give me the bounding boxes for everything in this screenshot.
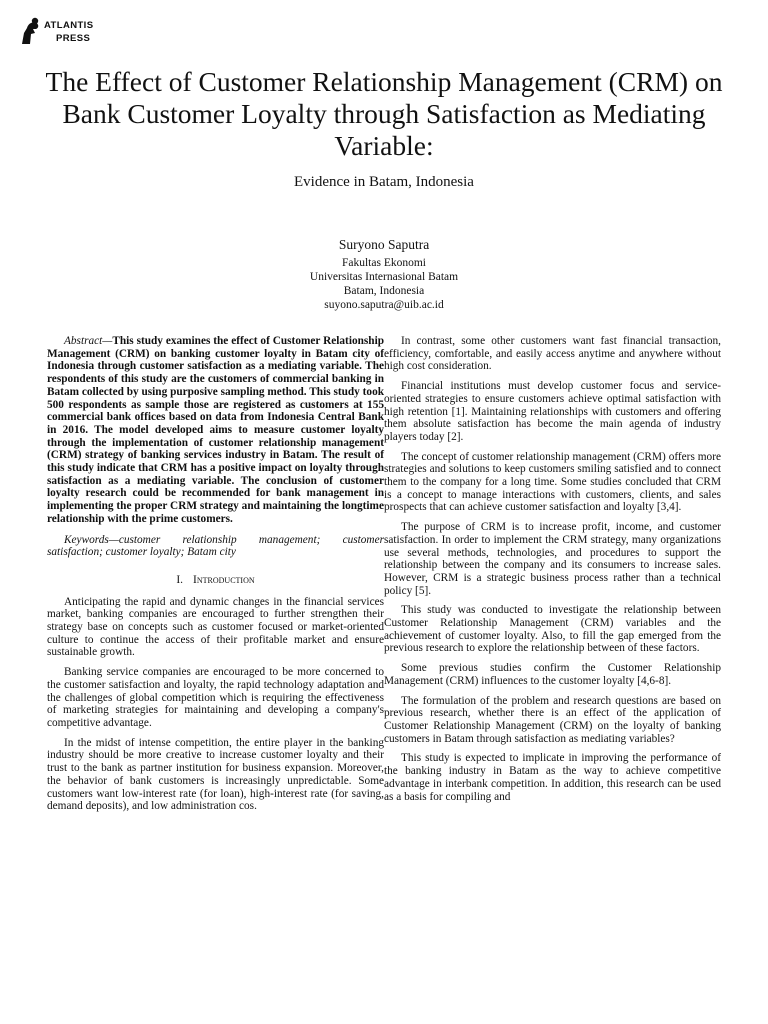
body-paragraph: Financial institutions must develop customer focus and service-oriented strategies to ensure customers achieve optimal satisfaction with high retention [1]. Maintaining relationships with customers and offering them absolute satisfaction has become the main agenda of industry players today [2].	[384, 380, 721, 443]
author-university: Universitas Internasional Batam	[309, 271, 459, 283]
author-name: Suryono Saputra	[338, 237, 430, 252]
keywords	[47, 534, 384, 559]
paper-subtitle: Evidence in Batam, Indonesia	[294, 174, 474, 190]
body-paragraph: The concept of customer relationship management (CRM) offers more strategies and solutions to keep customers smiling satisfied and to connect them to the company for a long time. Some studies concluded that CRM is a concept to manage interactions with customers, clients, and sales prospects that can achieve customer satisfaction and loyalty [3,4].	[384, 450, 721, 514]
body-paragraph: The purpose of CRM is to increase profit, income, and customer satisfaction. In order to implement the CRM strategy, many organizations use several methods, technologies, and procedures to support the relationship between the company and its consumers to increase sales. However, CRM is a strategic business process rather than a technical policy [5].	[384, 521, 721, 597]
keywords-text: customer relationship management; customer satisfaction; customer loyalty; Batam city	[47, 533, 384, 559]
section-title: Introduction	[193, 573, 255, 586]
left-column	[47, 335, 384, 820]
publisher-logo	[18, 16, 138, 50]
body-paragraph: Banking service companies are encouraged to be more concerned to the customer satisfaction and loyalty, the rapid technology adaptation and the challenges of global competition which is requiring the effectiveness of marketing strategies for maintaining and developing a company's competitive advantage.	[47, 666, 384, 729]
author-faculty: Fakultas Ekonomi	[341, 257, 426, 269]
body-paragraph: This study was conducted to investigate the relationship between Customer Relationship Management (CRM) variables and the achievement of customer loyalty. Also, to fill the gap emerged from the previous research to explore the relationship between of these factors.	[384, 604, 721, 655]
abstract	[47, 335, 384, 526]
atlantis-figure-icon	[18, 16, 42, 46]
body-paragraph: In the midst of intense competition, the entire player in the banking industry should be more creative to increase customer loyalty and their trust to the bank as partner institution for business expansion. Moreover, the behavior of bank customers is increasingly unpredictable. Some customers want low-interest rate (for loan), high-interest rate (for saving, demand deposits), and low administration cos.	[47, 736, 384, 813]
keywords-lead: Keywords—	[64, 533, 119, 546]
body-paragraph: The formulation of the problem and research questions are based on previous research, whether there is an effect of the application of Customer Relationship Management (CRM) on the loyalty of banking customers in Batam through satisfaction as mediating variables?	[384, 694, 721, 745]
body-paragraph: Some previous studies confirm the Customer Relationship Management (CRM) influences to the customer loyalty [4,6-8].	[384, 662, 721, 687]
publisher-name-line2: PRESS	[56, 33, 91, 44]
body-paragraph: Anticipating the rapid and dynamic changes in the financial services market, banking companies are encouraged to further strengthen their strategy base on concepts such as customer focused or market-oriented culture to continue the access of their profitable market and ensure sustainable growth.	[47, 595, 384, 659]
section-number: I.	[176, 573, 184, 586]
author-email: suyono.saputra@uib.ac.id	[324, 299, 444, 311]
author-location: Batam, Indonesia	[343, 285, 425, 297]
body-paragraph: This study is expected to implicate in improving the performance of the banking industry in Batam as the way to achieve competitive advantage in interbank competition. In addition, this research can be used as a basis for compiling and	[384, 752, 721, 803]
body-paragraph: In contrast, some other customers want fast financial transaction, efficiency, comfortable, and easily access anytime and anywhere without high cost consideration.	[384, 335, 721, 373]
author-block	[40, 237, 728, 312]
abstract-text: This study examines the effect of Customer Relationship Management (CRM) on banking customer loyalty in Batam city of Indonesia through customer satisfaction as a mediating variable. The respondents of this study are the customers of commercial banking in Batam collected by using purposive sampling method. This study took 500 respondents as sample those are registered as customers at 155 commercial bank offices based on data from Indonesia Central Bank in 2016. The model developed aims to measure customer loyalty through the implementation of customer relationship management (CRM) strategy of banking services industry in Batam. The result of this study indicate that CRM has a positive impact on loyalty through satisfaction as a mediating variable. The conclusion of customer loyalty research could be recommended for bank management in implementing the proper CRM strategy and maintaining the longtime relationship with the prime customers.	[47, 335, 384, 525]
abstract-lead: Abstract—	[64, 335, 113, 347]
publisher-name-line1: ATLANTIS	[44, 20, 94, 31]
paper-title: The Effect of Customer Relationship Management (CRM) on Bank Customer Loyalty through Satisfaction as Mediating Variable:	[45, 66, 723, 161]
section-heading-introduction	[47, 574, 384, 587]
right-column	[384, 335, 721, 810]
